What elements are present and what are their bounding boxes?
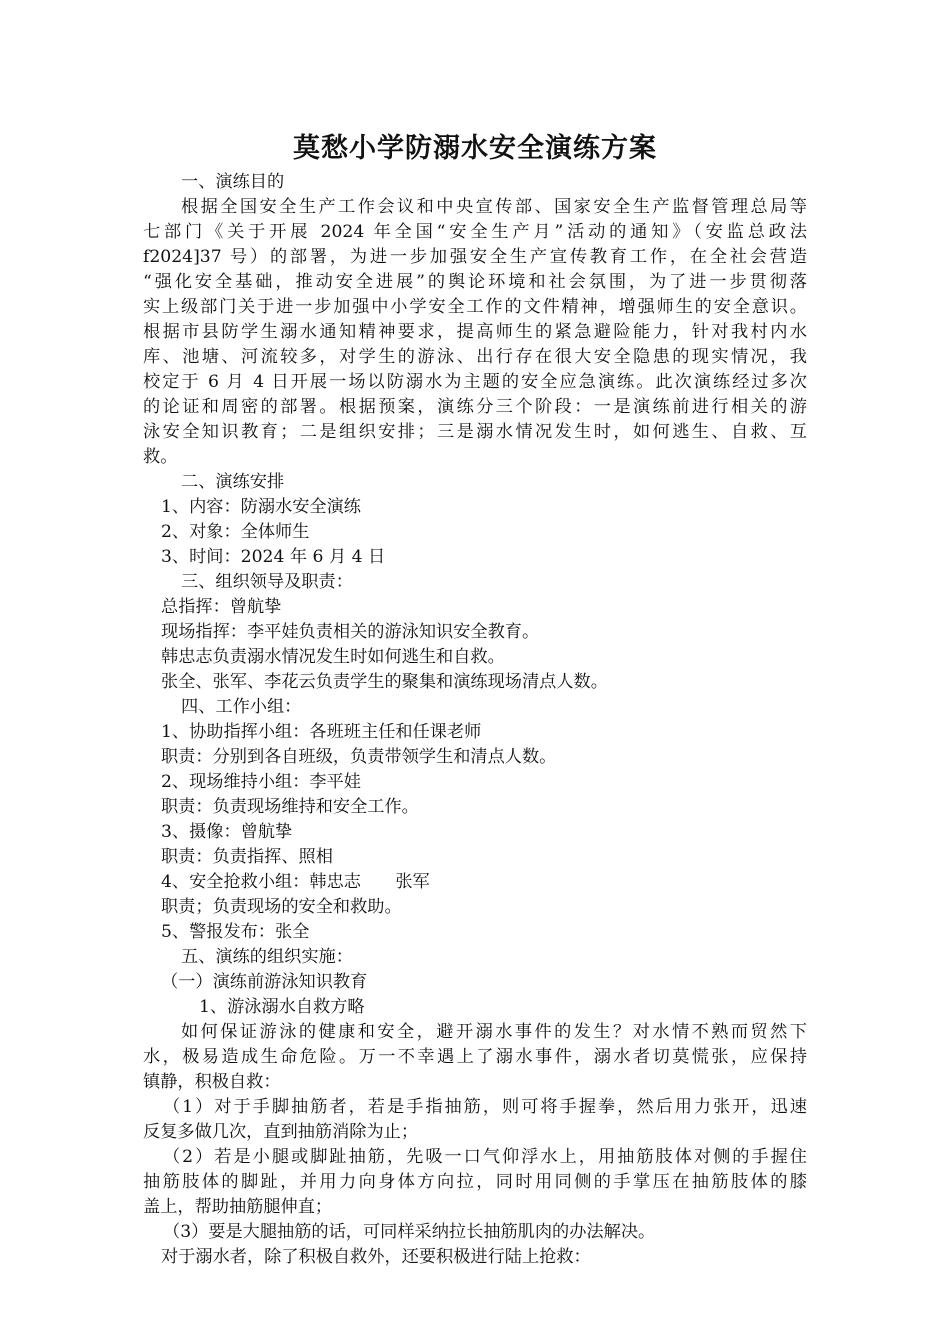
section-heading: 二、演练安排: [181, 472, 285, 492]
list-item: 职责：负责现场维持和安全工作。: [161, 797, 419, 817]
paragraph-line: 镇静，积极自救：: [143, 1072, 281, 1092]
paragraph-line: 的论证和周密的部署。根据预案，演练分三个阶段：一是演练前进行相关的游: [143, 397, 807, 417]
section-heading: 五、演练的组织实施：: [181, 947, 353, 967]
section-heading: 一、演练目的: [181, 172, 285, 192]
list-item: 3、摄像：曾航挚: [161, 822, 293, 842]
list-item: 现场指挥：李平娃负责相关的游泳知识安全教育。: [161, 622, 540, 642]
list-item: 1、协助指挥小组：各班班主任和任课老师: [161, 722, 482, 742]
paragraph-line: 抽筋肢体的脚趾，并用力向身体方向拉，同时用同侧的手掌压在抽筋肢体的膝: [143, 1172, 807, 1192]
paragraph-line: 泳安全知识教育；二是组织安排；三是溺水情况发生时，如何逃生、自救、互: [143, 422, 807, 442]
list-item: 3、时间：2024 年 6 月 4 日: [161, 547, 386, 567]
section-heading: 三、组织领导及职责：: [181, 572, 353, 592]
paragraph-line: 水，极易造成生命危险。万一不幸遇上了溺水事件，溺水者切莫慌张，应保持: [143, 1047, 807, 1067]
paragraph-line: 根据市县防学生溺水通知精神要求，提高师生的紧急避险能力，针对我村内水: [143, 322, 807, 342]
list-item: 5、警报发布：张全: [161, 922, 310, 942]
list-item: 职责：分别到各自班级，负责带领学生和清点人数。: [161, 747, 557, 767]
subsection-heading: （一）演练前游泳知识教育: [161, 972, 368, 992]
list-item: 韩忠志负责溺水情况发生时如何逃生和自救。: [161, 647, 505, 667]
subsection-item: 1、游泳溺水自救方略: [199, 997, 365, 1017]
paragraph-line: 盖上，帮助抽筋腿伸直；: [143, 1197, 333, 1217]
paragraph-line: 救。: [143, 447, 178, 467]
paragraph-line: 校定于 6 月 4 日开展一场以防溺水为主题的安全应急演练。此次演练经过多次: [143, 372, 807, 392]
section-heading: 四、工作小组：: [181, 697, 302, 717]
paragraph-line: 对于溺水者，除了积极自救外，还要积极进行陆上抢救：: [161, 1247, 591, 1267]
paragraph-line: 实上级部门关于进一步加强中小学安全工作的文件精神，增强师生的安全意识。: [143, 297, 807, 317]
paragraph-line: f2024]37 号）的部署，为进一步加强安全生产宣传教育工作，在全社会营造: [143, 247, 807, 267]
document-body: [143, 170, 807, 1270]
paragraph-line: （2）若是小腿或脚趾抽筋，先吸一口气仰浮水上，用抽筋肢体对侧的手握住: [163, 1147, 807, 1167]
list-item: 职责；负责现场的安全和救助。: [161, 897, 402, 917]
paragraph-line: 七部门《关于开展 2024 年全国“安全生产月”活动的通知》（安监总政法: [143, 222, 807, 242]
paragraph-line: “强化安全基础，推动安全进展”的舆论环境和社会氛围，为了进一步贯彻落: [143, 272, 807, 292]
paragraph-line: 如何保证游泳的健康和安全，避开溺水事件的发生？对水情不熟而贸然下: [181, 1022, 807, 1042]
paragraph-line: 根据全国安全生产工作会议和中央宣传部、国家安全生产监督管理总局等: [181, 197, 807, 217]
list-item: 1、内容：防溺水安全演练: [161, 497, 361, 517]
list-item: 2、对象：全体师生: [161, 522, 310, 542]
paragraph-line: 反复多做几次，直到抽筋消除为止；: [143, 1122, 419, 1142]
paragraph-line: （3）要是大腿抽筋的话，可同样采纳拉长抽筋肌肉的办法解决。: [163, 1222, 656, 1242]
paragraph-line: 库、池塘、河流较多，对学生的游泳、出行存在很大安全隐患的现实情况，我: [143, 347, 807, 367]
list-item: 张全、张军、李花云负责学生的聚集和演练现场清点人数。: [161, 672, 608, 692]
paragraph-line: （1）对于手脚抽筋者，若是手指抽筋，则可将手握拳，然后用力张开，迅速: [163, 1097, 807, 1117]
list-item: 2、现场维持小组：李平娃: [161, 772, 361, 792]
document-title: 莫愁小学防溺水安全演练方案: [293, 133, 657, 164]
list-item: 职责：负责指挥、照相: [161, 847, 333, 867]
list-item: 4、安全抢救小组：韩忠志 张军: [161, 872, 430, 892]
list-item: 总指挥：曾航挚: [161, 597, 282, 617]
